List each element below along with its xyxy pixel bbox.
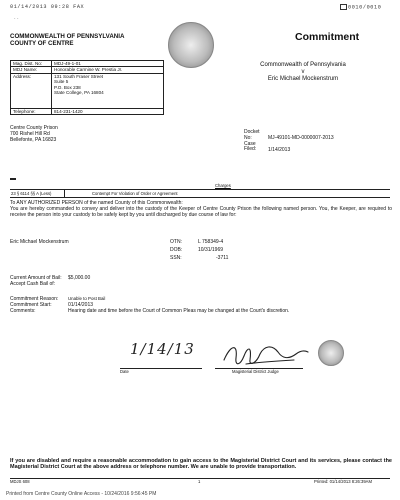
address-line: State College, PA 16804 [54,90,104,96]
accessibility-notice: If you are disabled and require a reasonable accommodation to gain access to the Magisterial District Court and its services, please contact the Magisterial District Court at the above address or telephone number. We are unable to provide transportation. [10,458,392,471]
dob-value: 10/31/1969 [198,246,224,253]
county-heading: COUNTY OF CENTRE [10,40,74,47]
judge-signature [216,336,316,372]
judge-caption: Magisterial District Judge [232,369,279,374]
otn-label: OTN: [170,239,182,245]
date-line [120,368,202,369]
prison-name: Centre County Prison [10,125,58,131]
commonwealth-heading: COMMONWEALTH OF PENNSYLVANIA [10,33,125,40]
commitment-details [10,296,390,314]
charge-code: 23 § 6114 §§ A (Less) [11,191,52,196]
mag-dist-label: Mag. Dist. No: [11,61,52,67]
command-paragraph: You are hereby commanded to convey and deliver into the custody of the Keeper of Centre County Prison the following named person. You, the Keeper, are required to receive the person into your custody to be safely kept by you until discharged by due course of law for: [10,205,392,218]
current-bail-label: Current Amount of Bail: [10,275,62,281]
caption-defendant: Eric Michael Mockenstrum [267,76,339,83]
mdj-name-label: MDJ Name: [11,67,52,73]
court-seal [318,340,344,366]
address-line: Suite 5 [54,79,69,85]
ssn-value: -3711 [216,254,229,261]
commitment-start-value: 01/14/2013 [68,301,94,308]
comments-value: Hearing date and time before the Court of Common Pleas may be changed at the Court's discretion. [68,307,290,314]
page-number: 1 [198,479,201,484]
accept-cash-bail-label: Accept Cash Bail of: [10,280,56,287]
court-info-table [10,60,164,115]
prison-city: Bellefonte, PA 16823 [10,136,57,143]
date-caption: Date [120,369,129,374]
caption-versus: v [301,69,305,76]
address-label: Address: [11,73,52,108]
docket-info [244,130,334,153]
defendant-identifiers [170,240,228,261]
commitment-reason-label: Commitment Reason: [10,296,59,302]
case-filed-value: 1/14/2013 [268,146,291,153]
scan-mark: · · [14,16,19,22]
address-line: 131 South Fraser Street [54,73,104,79]
mdj-name-value: Honorable Carmine W. Prestia Jr. [52,67,164,73]
telephone-value: 814-231-1420 [52,108,164,114]
commitment-start-label: Commitment Start: [10,301,52,308]
dash-mark [10,178,16,180]
caption-plaintiff: Commonwealth of Pennsylvania [260,62,346,68]
case-caption [228,62,378,84]
case-filed-label: Case Filed: [244,140,257,153]
charges-top-rule [10,189,390,190]
commitment-reason-value: Unable to Post Bail [68,296,106,301]
document-title: Commitment [295,31,360,43]
fax-page-indicator: 0010/0010 [340,4,381,10]
otn-value: L 758349-4 [198,239,224,245]
comments-label: Comments: [10,307,36,314]
charge-divider [64,190,65,197]
current-bail-value: $5,000.00 [68,275,91,281]
docket-label: Docket No: [244,129,260,141]
telephone-label: Telephone: [11,108,52,114]
dob-label: DOB: [170,246,183,253]
command-text [10,201,392,218]
mag-dist-value: MDJ-49-1-01 [52,61,164,67]
charge-description: Contempt For Violation of Order or Agreement [92,191,178,196]
defendant-name: Eric Michael Mockenstrum [10,239,69,245]
charges-heading: Charges [215,183,231,188]
ssn-label: SSN: [170,254,182,261]
bail-section [10,276,90,288]
charges-bottom-rule [10,197,390,198]
printed-date: Printed: 01/14/2013 8:26:39AM [314,479,372,484]
prison-address [10,126,58,143]
prison-street: 700 Rishel Hill Rd [10,130,50,137]
online-access-print-line: Printed from Centre County Online Access - 10/24/2016 9:56:45 PM [6,491,157,497]
docket-number: MJ-49101-MD-0000007-2013 [268,134,334,141]
address-line: P.O. Box 238 [54,84,81,90]
county-seal [168,22,214,68]
address-value [52,73,164,108]
fax-datetime: 01/14/2013 09:28 FAX [10,4,85,10]
handwritten-date: 1/14/13 [130,340,195,358]
fax-page-icon [340,4,347,10]
form-id: MDJS 608 [10,479,30,484]
addressee-line: To ANY AUTHORIZED PERSON of the named County of this Commonwealth: [10,200,183,206]
